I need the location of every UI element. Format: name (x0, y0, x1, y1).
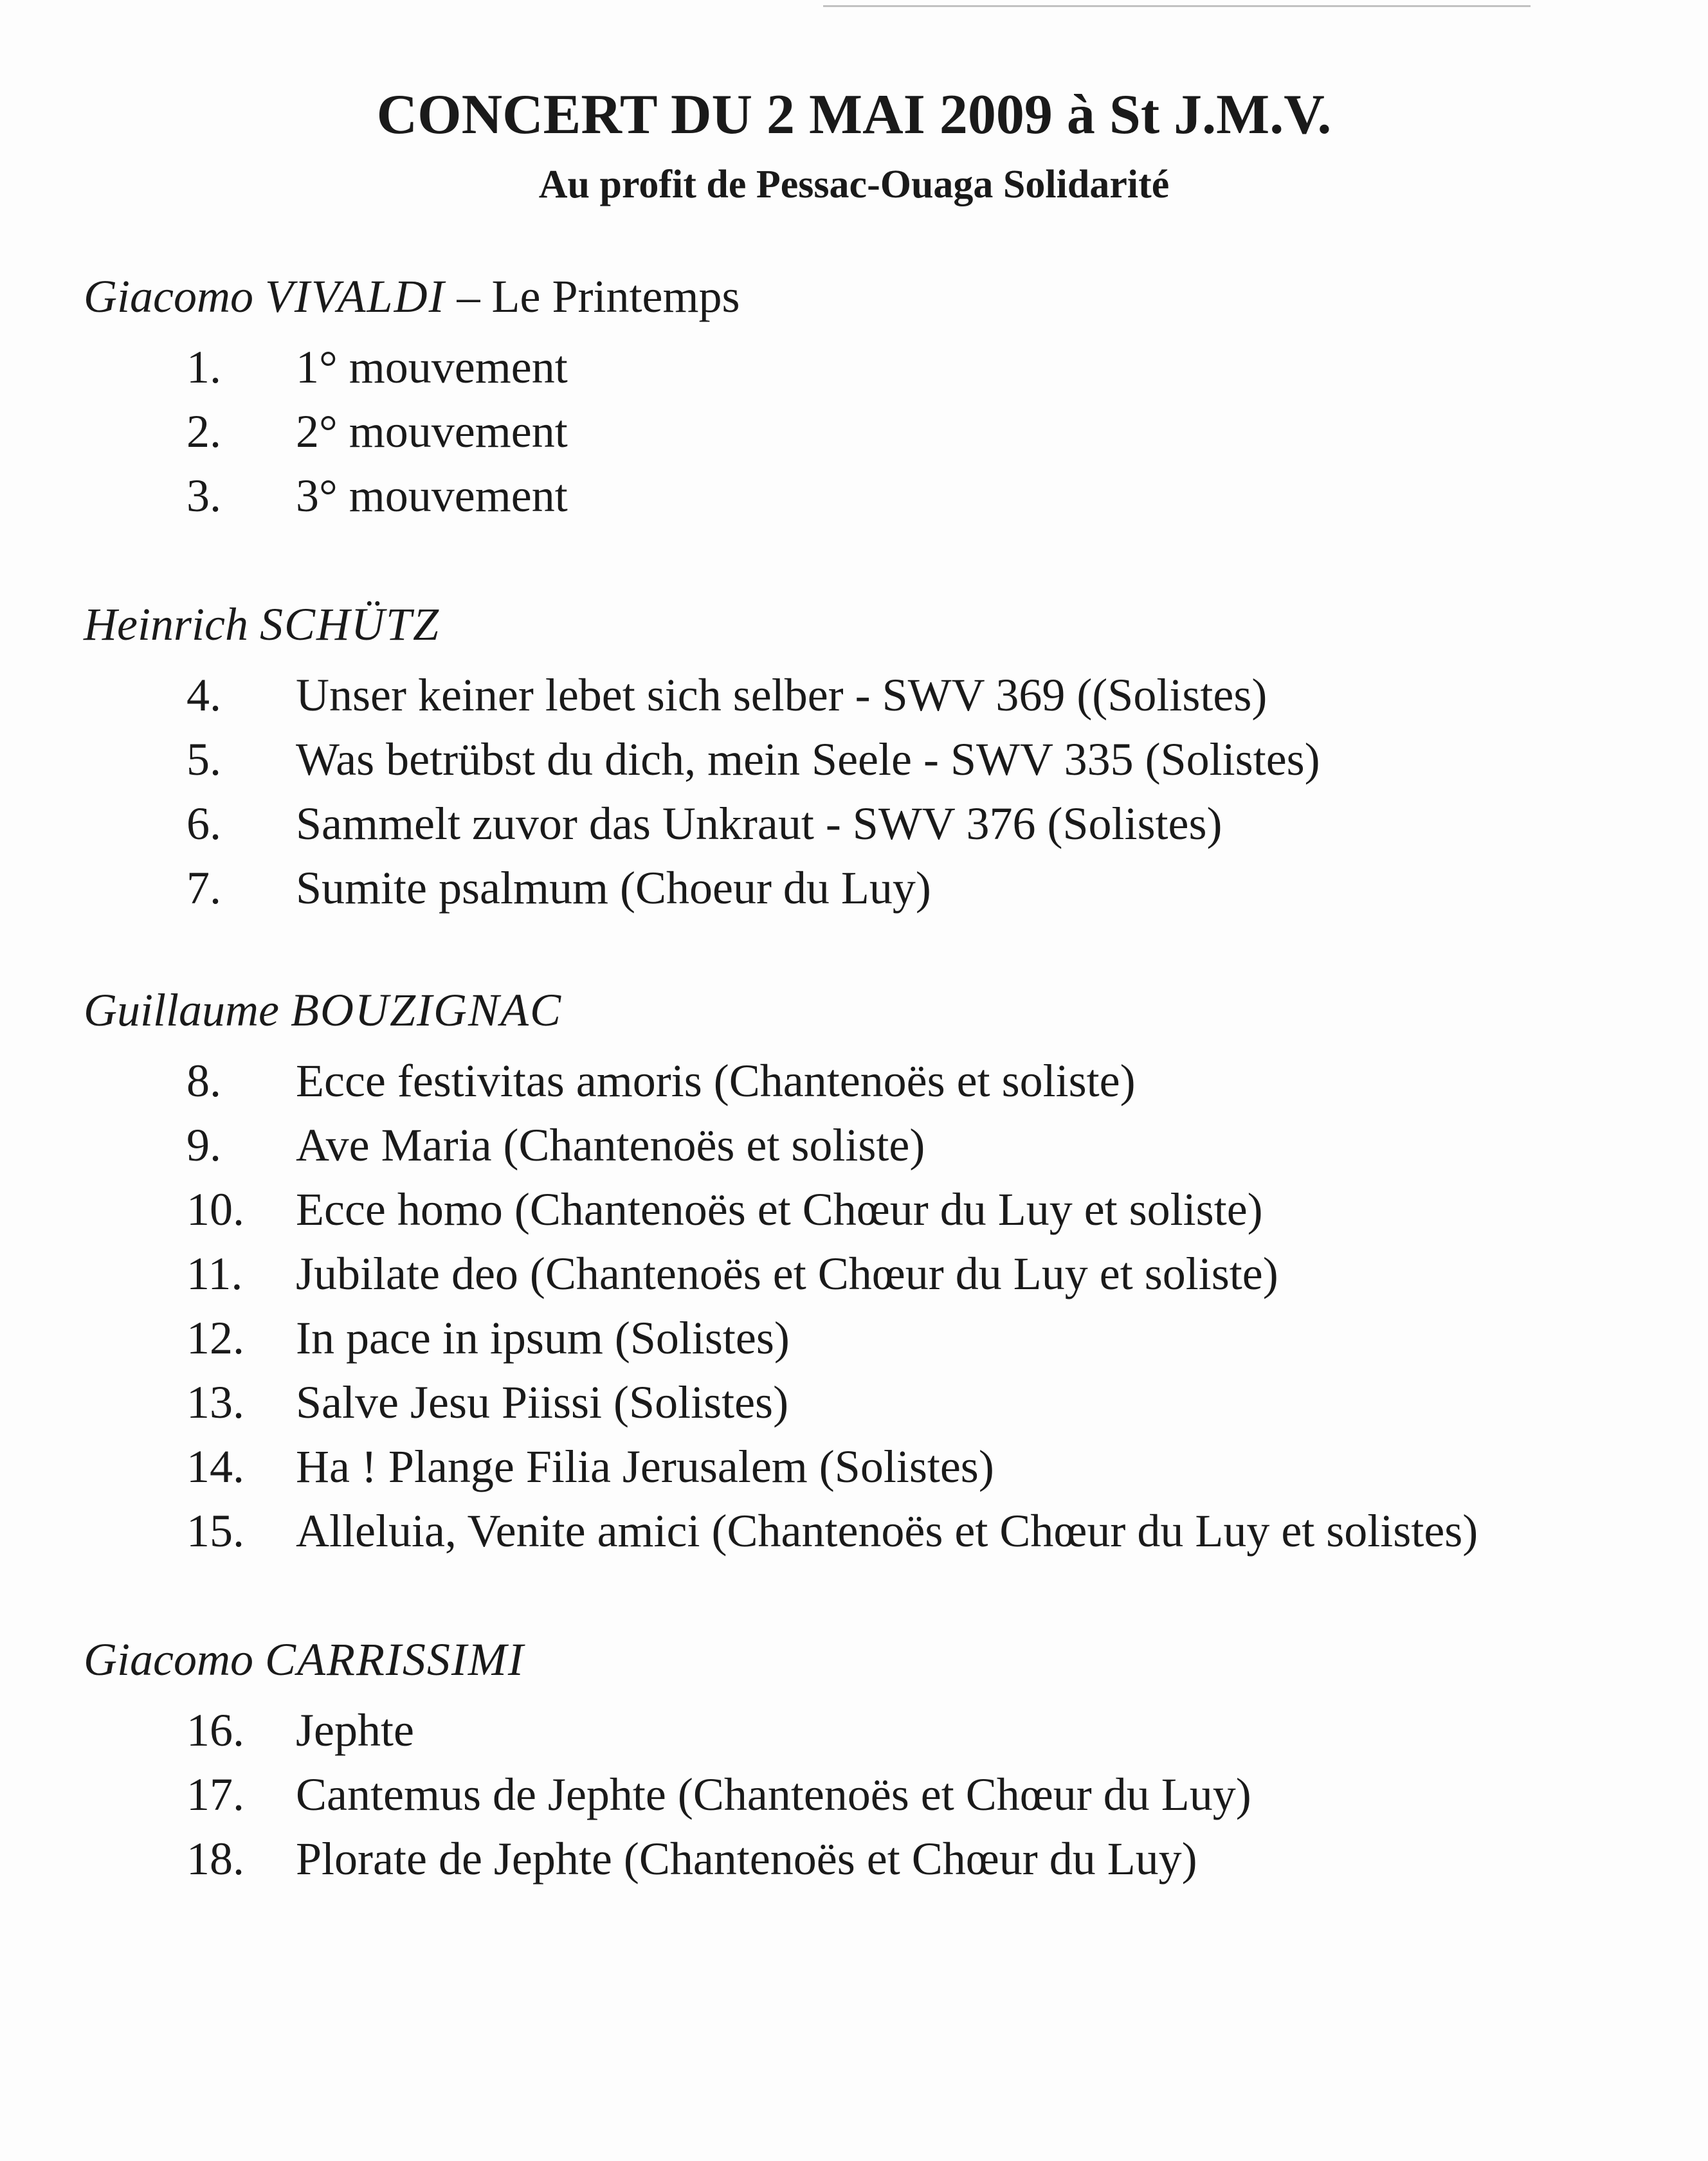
concert-title: CONCERT DU 2 MAI 2009 à St J.M.V. (376, 84, 1332, 146)
item-number: 17. (186, 1769, 244, 1820)
item-title: Sumite psalmum (Choeur du Luy) (296, 862, 931, 914)
item-number: 1. (186, 341, 221, 393)
item-title: Alleluia, Venite amici (Chantenoës et Chœur du Luy et solistes) (296, 1505, 1478, 1557)
item-title: Jubilate deo (Chantenoës et Chœur du Luy et soliste) (296, 1248, 1278, 1299)
item-number: 13. (186, 1377, 244, 1428)
item-number: 18. (186, 1833, 244, 1885)
program-item (186, 1440, 994, 1494)
item-number: 7. (186, 862, 221, 914)
item-number: 10. (186, 1184, 244, 1235)
item-title: 1° mouvement (296, 341, 568, 393)
program-item (186, 469, 568, 523)
composer-last-name: BOUZIGNAC (290, 984, 562, 1036)
program-item (186, 1832, 1197, 1886)
program-item (186, 797, 1222, 851)
composer-last-name: VIVALDI (264, 271, 446, 322)
composer-heading-bouzignac (84, 984, 562, 1037)
item-number: 4. (186, 669, 221, 721)
item-title: 3° mouvement (296, 470, 568, 521)
item-number: 6. (186, 798, 221, 849)
program-item (186, 1054, 1136, 1108)
item-title: Jephte (296, 1704, 414, 1756)
composer-first-name: Guillaume (84, 984, 279, 1036)
item-title: In pace in ipsum (Solistes) (296, 1312, 790, 1364)
item-number: 5. (186, 734, 221, 785)
composer-last-name: CARRISSIMI (264, 1634, 525, 1685)
composer-first-name: Heinrich (84, 599, 248, 650)
item-number: 8. (186, 1055, 221, 1107)
item-title: Sammelt zuvor das Unkraut - SWV 376 (Solistes) (296, 798, 1222, 849)
item-title: Ecce festivitas amoris (Chantenoës et soliste) (296, 1055, 1136, 1107)
item-title: Cantemus de Jephte (Chantenoës et Chœur du Luy) (296, 1769, 1251, 1820)
program-item (186, 1768, 1251, 1822)
item-title: Unser keiner lebet sich selber - SWV 369 ((Solistes) (296, 669, 1267, 721)
top-edge-rule (823, 5, 1531, 7)
program-item (186, 1704, 414, 1757)
item-title: Ecce homo (Chantenoës et Chœur du Luy et soliste) (296, 1184, 1263, 1235)
program-item (186, 1312, 790, 1365)
composer-last-name: SCHÜTZ (259, 599, 441, 650)
item-number: 11. (186, 1248, 243, 1299)
program-item (186, 1183, 1263, 1236)
program-item (186, 1119, 925, 1172)
item-title: Ave Maria (Chantenoës et soliste) (296, 1119, 925, 1171)
item-number: 12. (186, 1312, 244, 1364)
composer-work-title: – Le Printemps (445, 271, 740, 322)
item-title: 2° mouvement (296, 406, 568, 457)
composer-first-name: Giacomo (84, 271, 253, 322)
item-number: 9. (186, 1119, 221, 1171)
item-number: 15. (186, 1505, 244, 1557)
program-item (186, 1376, 788, 1429)
program-item (186, 733, 1320, 786)
program-item (186, 1505, 1478, 1558)
item-title: Was betrübst du dich, mein Seele - SWV 335 (Solistes) (296, 734, 1320, 785)
composer-heading-schutz (84, 598, 440, 651)
program-item (186, 1247, 1278, 1301)
item-number: 16. (186, 1704, 244, 1756)
composer-heading-vivaldi (84, 270, 740, 323)
item-title: Salve Jesu Piissi (Solistes) (296, 1377, 789, 1428)
item-number: 3. (186, 470, 221, 521)
concert-subtitle: Au profit de Pessac-Ouaga Solidarité (538, 163, 1170, 206)
item-title: Ha ! Plange Filia Jerusalem (Solistes) (296, 1441, 994, 1492)
composer-heading-carrissimi (84, 1633, 525, 1686)
composer-first-name: Giacomo (84, 1634, 253, 1685)
program-item (186, 862, 931, 915)
item-title: Plorate de Jephte (Chantenoës et Chœur du Luy) (296, 1833, 1197, 1885)
program-item (186, 341, 568, 394)
program-item (186, 669, 1267, 722)
item-number: 2. (186, 406, 221, 457)
program-item (186, 405, 568, 458)
item-number: 14. (186, 1441, 244, 1492)
